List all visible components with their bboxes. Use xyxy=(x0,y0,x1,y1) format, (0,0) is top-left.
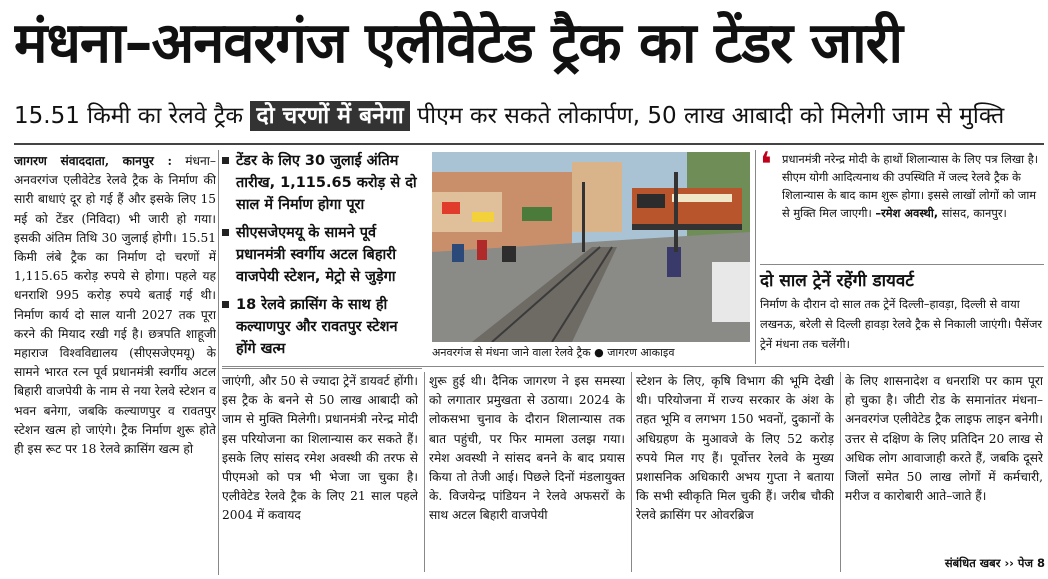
highlights-bottom-rule xyxy=(222,368,422,369)
column-4-text: स्टेशन के लिए, कृषि विभाग की भूमि देखी थी। परियोजना में राज्य सरकार के अंश के तहत भूमि व लगभग 150 भवनों, दुकानों के अधिग्रहण के मुआवजे के लिए 52 करोड़ रुपये मिल गए हैं। पूर्वोत्तर रेलवे के मुख्य प्रशासनिक अधिकारी अभय गुप्ता ने बताया कि सभी स्वीकृति मिल चुकी हैं। जरीब चौकी रेलवे क्रासिंग पर ओवरब्रिज xyxy=(636,374,834,523)
lower-rule xyxy=(222,366,1044,367)
column-divider-4 xyxy=(840,372,841,572)
column-divider-3 xyxy=(631,372,632,572)
article-column-3 xyxy=(429,372,625,568)
column-divider-2 xyxy=(424,372,425,572)
column-divider-photo xyxy=(755,150,756,364)
related-news-link[interactable]: संबंधित खबर ›› पेज 8 xyxy=(944,556,1045,570)
rule-top xyxy=(14,143,1044,145)
article-column-2 xyxy=(222,372,418,568)
highlights-box xyxy=(222,150,418,372)
column-3-text: शुरू हुई थी। दैनिक जागरण ने इस समस्या को लगातार प्रमुखता से उठाया। 2024 के लोकसभा चुनाव के दौरान शिलान्यास तक बात पहुंची, पर फिर मामला उलझ गया। रमेश अवस्थी ने सांसद बनने के बाद प्रयास किया तो तेजी आई। पिछले दिनों मंडलायुक्त के. विजयेन्द्र पांडियन ने रेलवे अफसरों के साथ अटल बिहारी वाजपेयी xyxy=(429,374,625,523)
highlight-item: टेंडर के लिए 30 जुलाई अंतिम तारीख, 1,115.65 करोड़ से दो साल में निर्माण होगा पूरा xyxy=(222,150,418,216)
news-photo xyxy=(432,152,750,342)
article-column-4 xyxy=(636,372,834,568)
side-story-heading: दो साल ट्रेनें रहेंगी डायवर्ट xyxy=(760,271,914,291)
column-5-text: के लिए शासनादेश व धनराशि पर काम पूरा हो चुका है। जीटी रोड के समानांतर मंधना–अनवरगंज एलीवेटेड ट्रैक लाइफ लाइन बनेगी। उत्तर से दक्षिण के लिए प्रतिदिन 20 लाख से अधिक लोग आवाजाही करते हैं, जबकि दूसरे जिलों समेत 50 लाख लोगों में कर्मचारी, मरीज व कारोबारी आते–जाते हैं। xyxy=(845,374,1043,504)
subhead-start: 15.51 किमी का रेलवे ट्रैक xyxy=(14,103,244,129)
column-1-text: मंधना–अनवरगंज एलीवेटेड रेलवे ट्रैक के निर्माण की सारी बाधाएं दूर हो गई हैं और इसके लिए 15 मई को टेंडर (निविदा) भी जारी हो गया। इसकी अंतिम तिथि 30 जुलाई होगी। 15.51 किमी लंबे ट्रैक का निर्माण दो चरणों में 1,115.65 करोड़ रुपये से होगा। पहले यह धनराशि 995 करोड़ रुपये बताई गई थी। निर्माण कार्य दो साल यानी 2027 तक पूरा करने की मियाद रखी गई है। छत्रपति शाहूजी महाराज विश्वविद्यालय (सीएसजेएमयू) के सामने भारत रत्न पूर्व प्रधानमंत्री स्वर्गीय अटल बिहारी वाजपेयी के नाम से नया रेलवे स्टेशन व भवन बनेगा, जबकि कल्याणपुर व रावतपुर स्टेशन खत्म हो जाएंगे। ट्रैक निर्माण शुरू होते ही इस रूट पर 18 रेलवे क्रासिंग खत्म हो xyxy=(14,154,216,457)
highlight-item: 18 रेलवे क्रासिंग के साथ ही कल्याणपुर और रावतपुर स्टेशन होंगे खत्म xyxy=(222,294,418,360)
photo-caption: अनवरगंज से मंधना जाने वाला रेलवे ट्रैक ● जागरण आकाइव xyxy=(432,346,675,359)
side-story-body: निर्माण के दौरान दो साल तक ट्रेनें दिल्ली–हावड़ा, दिल्ली से वाया लखनऊ, बरेली से दिल्ली हावड़ा रेलवे ट्रैक से निकाली जाएंगी। पैसेंजर ट्रेनें मंधना तक चलेंगी। xyxy=(760,297,1043,351)
subhead-end: पीएम कर सकते लोकार्पण, 50 लाख आबादी को मिलेगी जाम से मुक्ति xyxy=(417,103,1005,129)
byline: जागरण संवाददाता, कानपुर : xyxy=(14,154,172,168)
quote-author: –रमेश अवस्थी, xyxy=(875,206,939,220)
column-2-text: जाएंगी, और 50 से ज्यादा ट्रेनें डायवर्ट होंगी। इस ट्रैक के बनने से 50 लाख आबादी को जाम से मुक्ति मिलेगी। प्रधानमंत्री नरेन्द्र मोदी इस परियोजना का शिलान्यास कर सकते हैं। इसके लिए सांसद रमेश अवस्थी की तरफ से पीएमओ को पत्र भी भेजा जा चुका है। एलीवेटेड रेलवे ट्रैक के लिए 21 साल पहले 2004 में कवायद xyxy=(222,374,418,523)
headline: मंधना–अनवरगंज एलीवेटेड ट्रैक का टेंडर जारी xyxy=(14,11,903,76)
article-column-5 xyxy=(845,372,1043,542)
column-divider-1 xyxy=(218,150,219,575)
subhead-highlight: दो चरणों में बनेगा xyxy=(250,101,409,131)
highlight-item: सीएसजेएमयू के सामने पूर्व प्रधानमंत्री स्वर्गीय अटल बिहारी वाजपेयी स्टेशन, मेट्रो से जुड़ेगा xyxy=(222,222,418,288)
railway-photo-illustration xyxy=(432,152,750,342)
quote-text: प्रधानमंत्री नरेन्द्र मोदी के हाथों शिलान्यास के लिए पत्र लिखा है। सीएम योगी आदित्यनाथ की उपस्थिति में जल्द रेलवे ट्रैक के शिलान्यास के बाद काम शुरू होगा। इससे लाखों लोगों को जाम से मुक्ति मिल जाएगी। xyxy=(782,152,1039,220)
quote-rule xyxy=(760,264,1044,265)
pull-quote xyxy=(760,145,1040,260)
subheadline xyxy=(14,96,1044,136)
quote-body xyxy=(782,150,1040,222)
quote-mark-icon: ❛ xyxy=(760,145,772,185)
quote-role: सांसद, कानपुर। xyxy=(941,206,1007,220)
article-column-1 xyxy=(14,152,216,577)
